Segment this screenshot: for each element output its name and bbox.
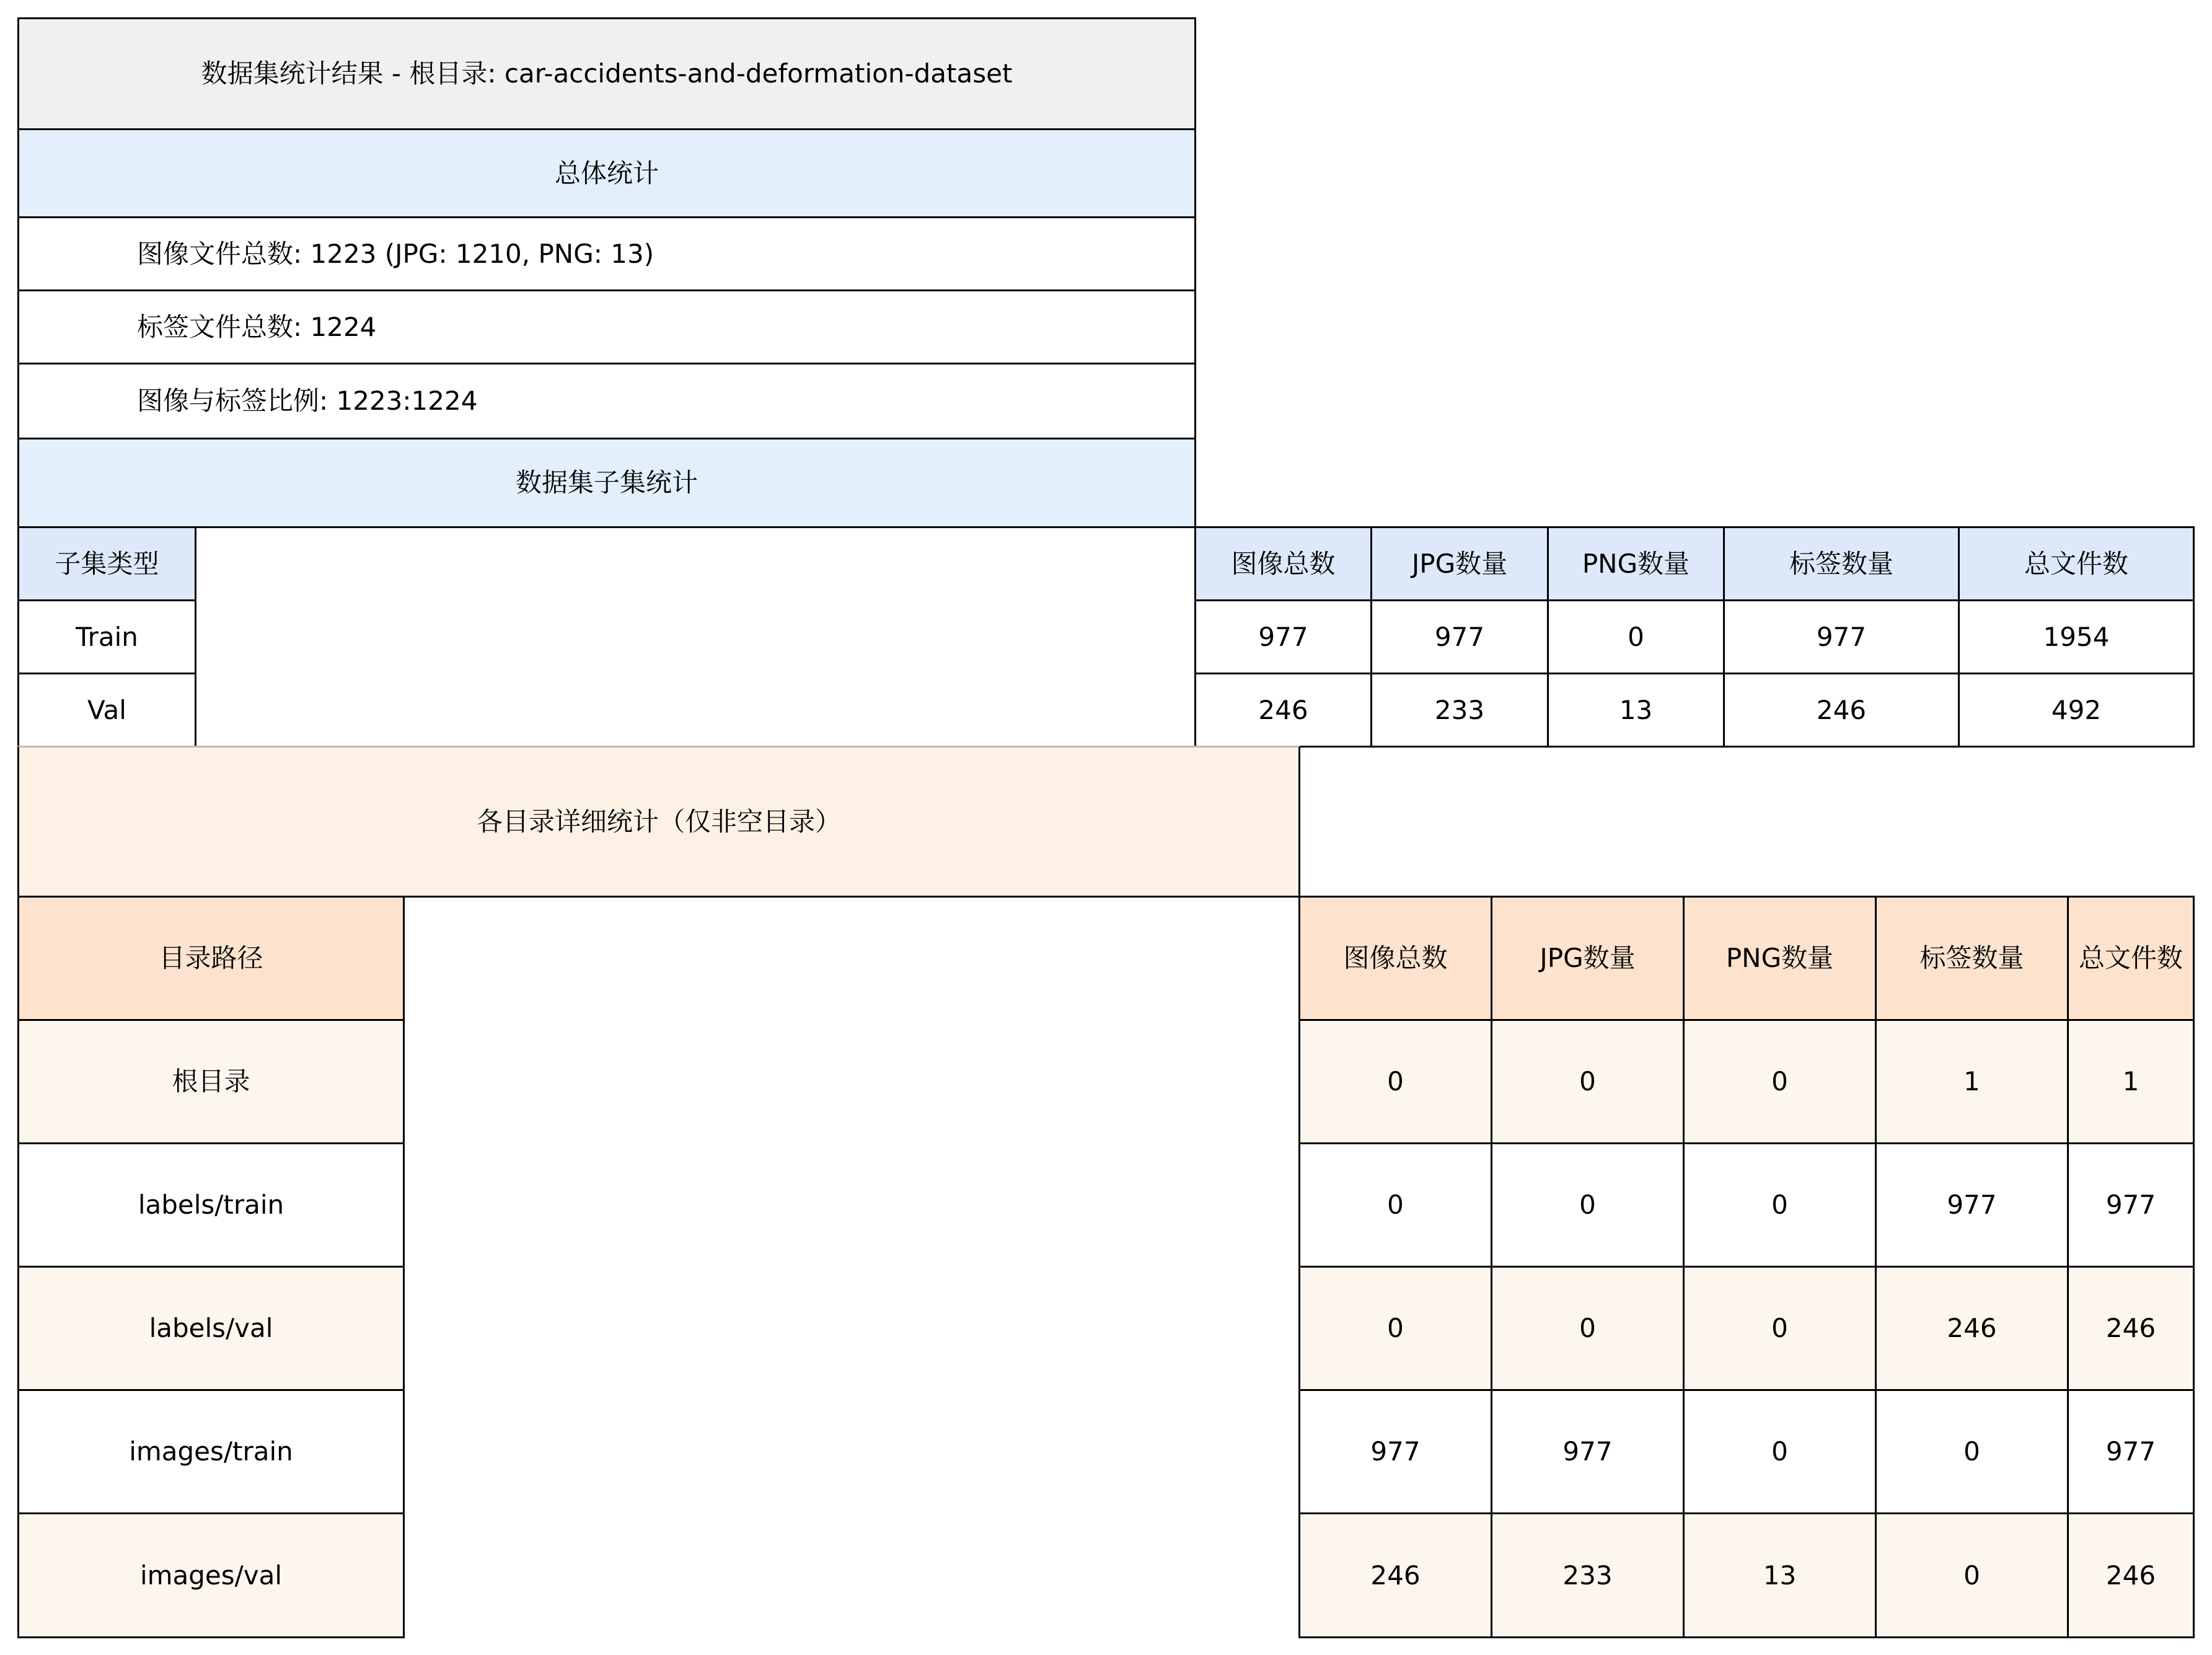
overall-stat-line: 图像与标签比例: 1223:1224 bbox=[17, 363, 1196, 439]
directory-cell: 0 bbox=[1298, 1019, 1492, 1144]
subset-name-column-header: 子集类型 bbox=[17, 526, 196, 601]
directory-cell: 0 bbox=[1683, 1019, 1877, 1144]
directory-cell: 233 bbox=[1491, 1512, 1685, 1638]
directory-cell: 0 bbox=[1298, 1266, 1492, 1391]
directory-column-header: 总文件数 bbox=[2067, 896, 2195, 1021]
page-title: 数据集统计结果 - 根目录: car-accidents-and-deformation-dataset bbox=[17, 17, 1196, 130]
directory-cell: 977 bbox=[1875, 1142, 2069, 1268]
subset-cell: 977 bbox=[1194, 599, 1372, 674]
directory-cell: 0 bbox=[1491, 1019, 1685, 1144]
subset-cell: 233 bbox=[1370, 673, 1549, 748]
directory-column-header: JPG数量 bbox=[1491, 896, 1685, 1021]
subset-cell: 246 bbox=[1194, 673, 1372, 748]
subset-stats-header: 数据集子集统计 bbox=[17, 438, 1196, 528]
directory-row-name: labels/train bbox=[17, 1142, 405, 1268]
directory-column-header: PNG数量 bbox=[1683, 896, 1877, 1021]
subset-column-header: 图像总数 bbox=[1194, 526, 1372, 601]
directory-cell: 977 bbox=[1491, 1389, 1685, 1514]
directory-cell: 977 bbox=[2067, 1389, 2195, 1514]
directory-column-header: 标签数量 bbox=[1875, 896, 2069, 1021]
subset-cell: 246 bbox=[1723, 673, 1960, 748]
directory-column-header: 图像总数 bbox=[1298, 896, 1492, 1021]
subset-column-header: PNG数量 bbox=[1547, 526, 1725, 601]
subset-row-name: Val bbox=[17, 673, 196, 748]
directory-cell: 246 bbox=[1298, 1512, 1492, 1638]
overall-stats-header: 总体统计 bbox=[17, 128, 1196, 218]
directory-cell: 977 bbox=[2067, 1142, 2195, 1268]
overall-stat-line: 标签文件总数: 1224 bbox=[17, 289, 1196, 364]
directory-cell: 1 bbox=[1875, 1019, 2069, 1144]
directory-row-name: images/train bbox=[17, 1389, 405, 1514]
subset-cell: 977 bbox=[1370, 599, 1549, 674]
subset-cell: 492 bbox=[1958, 673, 2195, 748]
directory-cell: 0 bbox=[1683, 1142, 1877, 1268]
directory-stats-header: 各目录详细统计（仅非空目录） bbox=[17, 746, 1300, 898]
directory-cell: 0 bbox=[1875, 1512, 2069, 1638]
subset-column-header: 总文件数 bbox=[1958, 526, 2195, 601]
directory-cell: 0 bbox=[1875, 1389, 2069, 1514]
subset-cell: 13 bbox=[1547, 673, 1725, 748]
directory-cell: 13 bbox=[1683, 1512, 1877, 1638]
subset-cell: 977 bbox=[1723, 599, 1960, 674]
subset-row-name: Train bbox=[17, 599, 196, 674]
directory-cell: 1 bbox=[2067, 1019, 2195, 1144]
subset-cell: 0 bbox=[1547, 599, 1725, 674]
directory-cell: 0 bbox=[1491, 1142, 1685, 1268]
subset-column-header: 标签数量 bbox=[1723, 526, 1960, 601]
directory-cell: 0 bbox=[1298, 1142, 1492, 1268]
directory-name-column-header: 目录路径 bbox=[17, 896, 405, 1021]
directory-row-name: 根目录 bbox=[17, 1019, 405, 1144]
directory-cell: 0 bbox=[1683, 1389, 1877, 1514]
subset-cell: 1954 bbox=[1958, 599, 2195, 674]
directory-cell: 246 bbox=[2067, 1266, 2195, 1391]
subset-column-header: JPG数量 bbox=[1370, 526, 1549, 601]
directory-cell: 246 bbox=[1875, 1266, 2069, 1391]
overall-stat-line: 图像文件总数: 1223 (JPG: 1210, PNG: 13) bbox=[17, 216, 1196, 291]
directory-cell: 977 bbox=[1298, 1389, 1492, 1514]
directory-row-name: labels/val bbox=[17, 1266, 405, 1391]
directory-cell: 0 bbox=[1491, 1266, 1685, 1391]
directory-cell: 0 bbox=[1683, 1266, 1877, 1391]
directory-cell: 246 bbox=[2067, 1512, 2195, 1638]
directory-row-name: images/val bbox=[17, 1512, 405, 1638]
